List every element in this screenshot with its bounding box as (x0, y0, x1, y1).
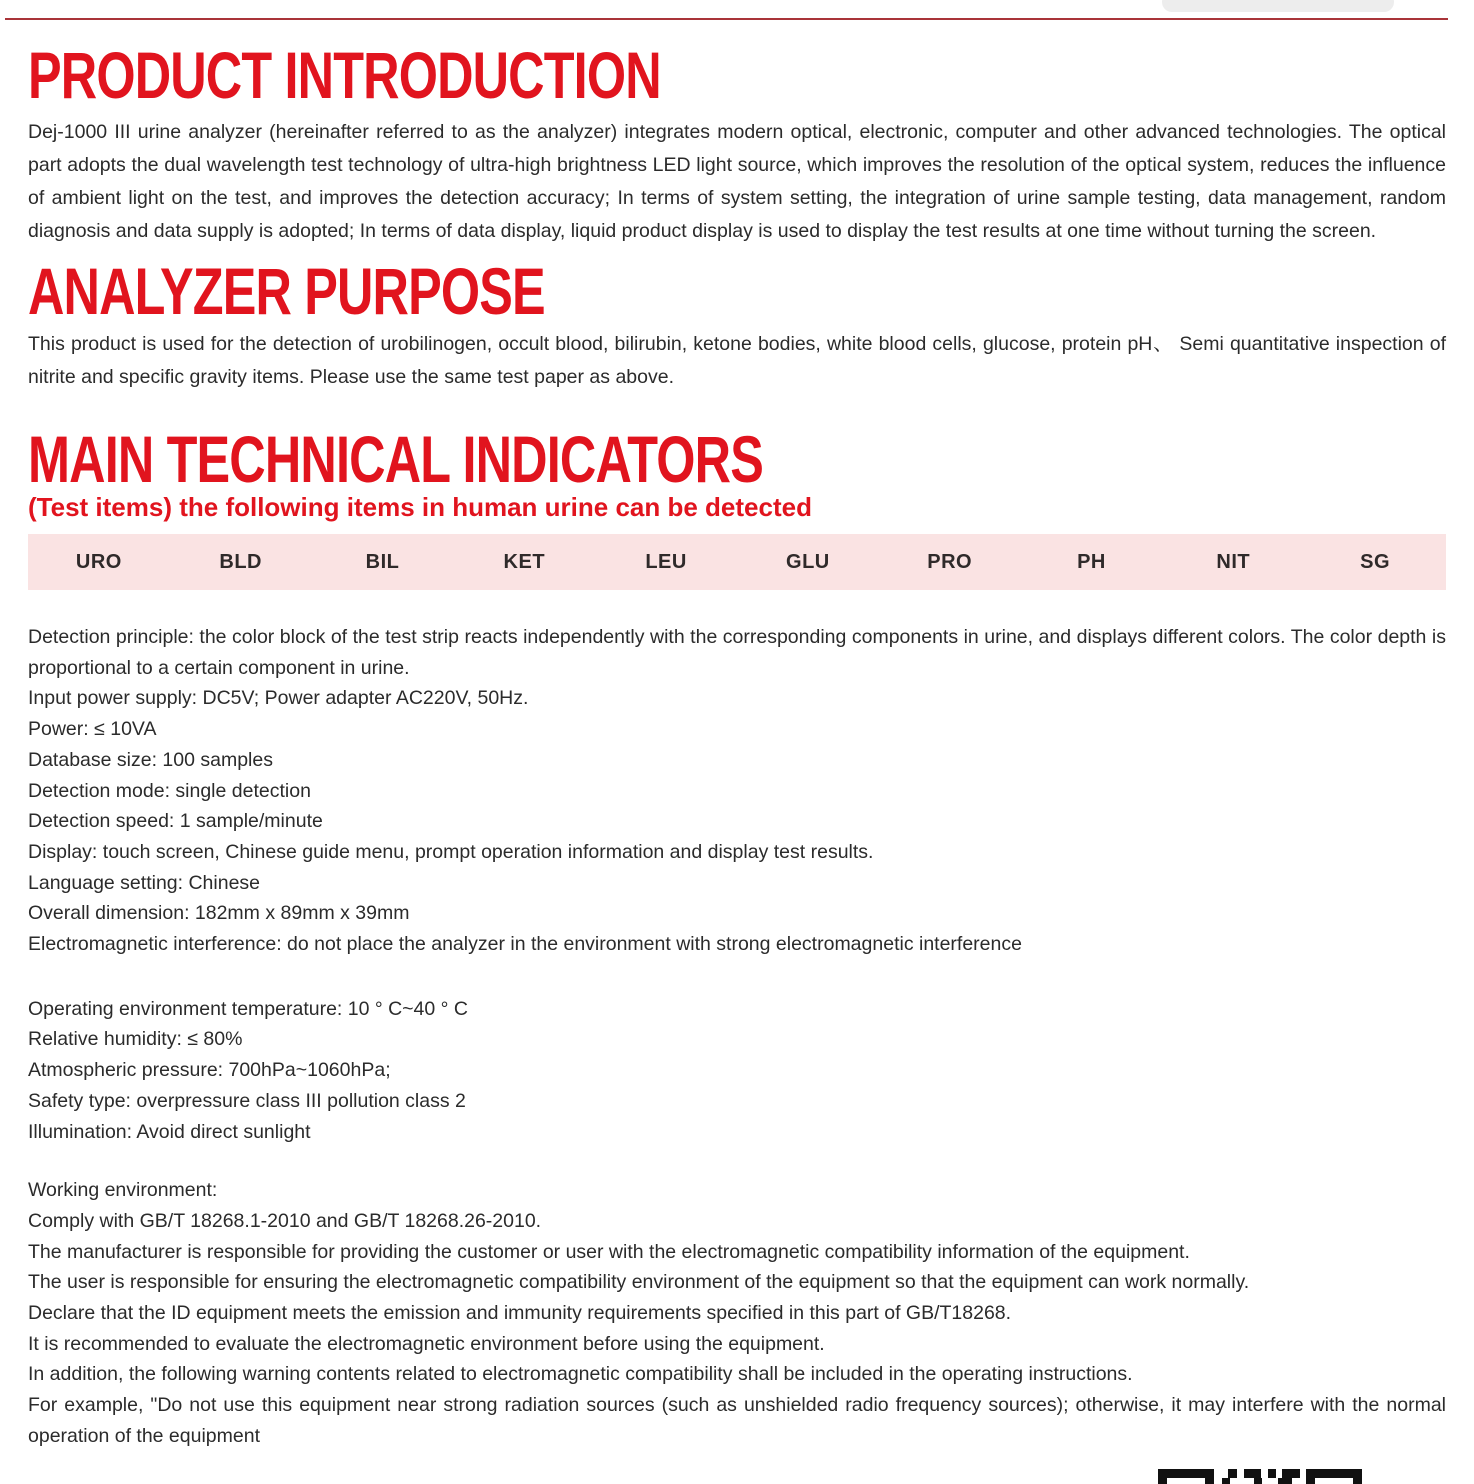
spec-line: Power: ≤ 10VA (28, 718, 157, 741)
qr-code (1158, 1469, 1362, 1484)
page-divider-line (5, 18, 1448, 20)
spec-line: Detection speed: 1 sample/minute (28, 810, 323, 833)
spec-line: Language setting: Chinese (28, 871, 261, 894)
test-item-label: BIL (365, 550, 400, 573)
spec-line: For example, "Do not use this equipment near strong radiation sources (such as unshielded radio frequency sources); otherwise, it may interfere with the normal operation of the equipment (28, 1394, 1446, 1447)
spec-line: It is recommended to evaluate the electromagnetic environment before using the equipment. (28, 1332, 825, 1355)
spec-line: Operating environment temperature: 10 ° C~40 ° C (28, 997, 468, 1020)
product-introduction-paragraph: Dej-1000 III urine analyzer (hereinafter referred to as the analyzer) integrates modern optical, electronic, computer and other advanced technologies. The optical part adopts the dual wavelength test technology of ultra-high brightness LED light source, which improves the resolution of the optical system, reduces the influence of ambient light on the test, and improves the detection accuracy; In terms of system setting, the integration of urine sample testing, data management, random diagnosis and data supply is adopted; In terms of data display, liquid product display is used to display the test results at one time without turning the screen. (28, 121, 1446, 242)
spec-line: Input power supply: DC5V; Power adapter AC220V, 50Hz. (28, 687, 529, 710)
test-item-label: URO (75, 550, 122, 573)
qr-code-graphic (1158, 1469, 1362, 1484)
test-item-label: PH (1077, 550, 1106, 573)
section-heading-product-introduction: PRODUCT INTRODUCTION (28, 38, 661, 113)
spec-line: Atmospheric pressure: 700hPa~1060hPa; (28, 1059, 391, 1082)
specs-block-environment (28, 994, 1446, 1148)
test-item-label: LEU (645, 550, 687, 573)
spec-line: Display: touch screen, Chinese guide menu, prompt operation information and display test results. (28, 840, 874, 863)
spec-line: Declare that the ID equipment meets the emission and immunity requirements specified in this part of GB/T18268. (28, 1302, 1012, 1325)
specs-block-working-environment (28, 1175, 1446, 1451)
spec-line: Overall dimension: 182mm x 89mm x 39mm (28, 902, 410, 925)
spec-line: Database size: 100 samples (28, 748, 273, 771)
spacer (28, 1147, 1446, 1175)
spec-line: Illumination: Avoid direct sunlight (28, 1120, 311, 1143)
scroll-pill-remnant (1162, 0, 1394, 12)
spec-line: Relative humidity: ≤ 80% (28, 1028, 243, 1051)
spec-line: Comply with GB/T 18268.1-2010 and GB/T 18268.26-2010. (28, 1209, 542, 1232)
spec-line: Electromagnetic interference: do not place the analyzer in the environment with strong electromagnetic interference (28, 933, 1022, 956)
section-heading-main-technical-indicators: MAIN TECHNICAL INDICATORS (28, 422, 763, 497)
spec-line: Detection mode: single detection (28, 779, 311, 802)
test-items-band (28, 534, 1446, 590)
spec-line: The manufacturer is responsible for providing the customer or user with the electromagnetic compatibility information of the equipment. (28, 1240, 1190, 1263)
spacer (28, 960, 1446, 994)
specs-block-device (28, 622, 1446, 960)
test-item-label: SG (1360, 550, 1391, 573)
test-item-label: NIT (1216, 550, 1251, 573)
spec-line: Working environment: (28, 1179, 218, 1202)
test-items-subtitle: (Test items) the following items in human urine can be detected (28, 492, 812, 522)
spec-line: Detection principle: the color block of the test strip reacts independently with the corresponding components in urine, and displays different colors. The color depth is proportional to a certain component in urine. (28, 626, 1446, 679)
spec-line: In addition, the following warning contents related to electromagnetic compatibility shall be included in the operating instructions. (28, 1363, 1133, 1386)
section-heading-analyzer-purpose: ANALYZER PURPOSE (28, 254, 545, 329)
test-item-label: BLD (219, 550, 262, 573)
analyzer-purpose-paragraph: This product is used for the detection of urobilinogen, occult blood, bilirubin, ketone bodies, white blood cells, glucose, protein pH、 Semi quantitative inspection of nitrite and specific gravity items. Please use the same test paper as above. (28, 333, 1446, 388)
test-item-label: PRO (927, 550, 973, 573)
spec-line: Safety type: overpressure class III pollution class 2 (28, 1089, 466, 1112)
test-item-label: KET (503, 550, 546, 573)
spec-line: The user is responsible for ensuring the electromagnetic compatibility environment of the equipment so that the equipment can work normally. (28, 1271, 1250, 1294)
document-content (0, 38, 1474, 1452)
test-item-label: GLU (786, 550, 830, 573)
